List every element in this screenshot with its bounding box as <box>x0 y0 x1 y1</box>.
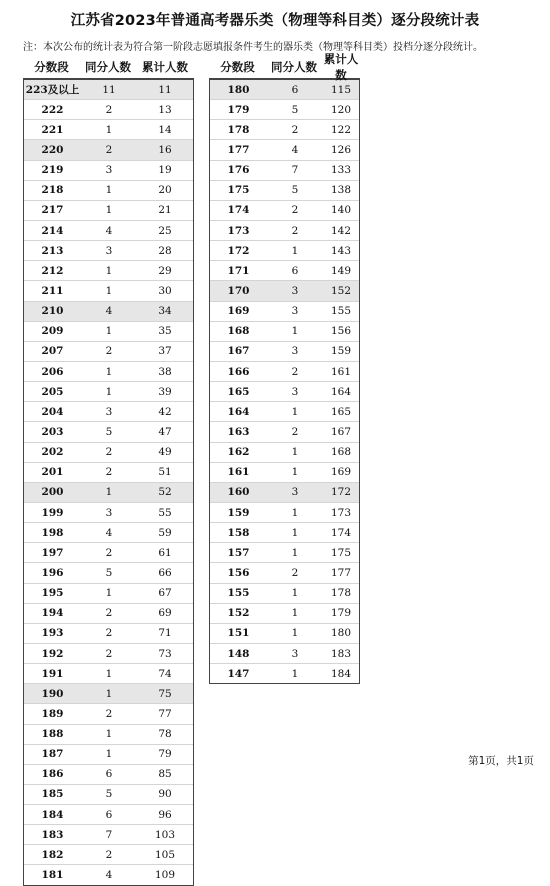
score-cell: 161 <box>227 466 250 479</box>
same-count-cell: 1 <box>291 627 299 640</box>
cumulative-cell: 11 <box>158 83 172 96</box>
score-cell: 189 <box>41 707 64 720</box>
cumulative-cell: 161 <box>330 365 352 378</box>
table-row <box>24 684 193 704</box>
header-same-count: 同分人数 <box>271 60 317 74</box>
same-count-cell: 3 <box>291 284 299 297</box>
cumulative-cell: 39 <box>158 385 172 398</box>
score-cell: 219 <box>41 164 64 177</box>
same-count-cell: 1 <box>105 184 113 197</box>
score-cell: 162 <box>227 446 250 459</box>
cumulative-cell: 155 <box>330 305 352 318</box>
score-cell: 211 <box>41 284 64 297</box>
cumulative-cell: 47 <box>158 425 172 438</box>
score-cell: 184 <box>41 808 64 821</box>
same-count-cell: 4 <box>105 305 113 318</box>
table-row <box>210 261 359 281</box>
same-count-cell: 1 <box>291 526 299 539</box>
header-cumulative: 累计人数 <box>323 52 359 82</box>
cumulative-cell: 49 <box>158 446 172 459</box>
same-count-cell: 2 <box>105 446 113 459</box>
cumulative-cell: 164 <box>330 385 352 398</box>
same-count-cell: 1 <box>105 385 113 398</box>
same-count-cell: 1 <box>105 667 113 680</box>
score-cell: 197 <box>41 546 64 559</box>
cumulative-cell: 66 <box>158 566 172 579</box>
same-count-cell: 2 <box>105 707 113 720</box>
same-count-cell: 6 <box>105 768 113 781</box>
score-cell: 179 <box>227 103 250 116</box>
cumulative-cell: 35 <box>158 325 172 338</box>
score-cell: 181 <box>41 869 64 882</box>
same-count-cell: 1 <box>291 667 299 680</box>
table-row <box>24 765 193 785</box>
score-cell: 174 <box>227 204 250 217</box>
cumulative-cell: 184 <box>330 667 352 680</box>
cumulative-cell: 96 <box>158 808 172 821</box>
table-row <box>24 543 193 563</box>
score-cell: 159 <box>227 506 250 519</box>
cumulative-cell: 122 <box>330 123 352 136</box>
cumulative-cell: 167 <box>330 425 352 438</box>
table-row <box>24 704 193 724</box>
table-row <box>210 221 359 241</box>
same-count-cell: 2 <box>105 848 113 861</box>
score-cell: 155 <box>227 587 250 600</box>
table-row <box>210 100 359 120</box>
cumulative-cell: 90 <box>158 788 172 801</box>
table-row <box>24 463 193 483</box>
score-table-right <box>209 52 360 684</box>
same-count-cell: 3 <box>105 244 113 257</box>
score-cell: 152 <box>227 607 250 620</box>
score-cell: 220 <box>41 143 64 156</box>
table-row <box>210 422 359 442</box>
table-row <box>210 604 359 624</box>
table-row <box>210 342 359 362</box>
cumulative-cell: 61 <box>158 546 172 559</box>
table-row <box>210 302 359 322</box>
score-cell: 168 <box>227 325 250 338</box>
table-row <box>210 140 359 160</box>
table-row <box>210 161 359 181</box>
score-cell: 173 <box>227 224 250 237</box>
same-count-cell: 1 <box>291 546 299 559</box>
table-row <box>210 281 359 301</box>
header-score-range: 分数段 <box>220 60 255 74</box>
score-cell: 176 <box>227 164 250 177</box>
score-cell: 194 <box>41 607 64 620</box>
same-count-cell: 1 <box>291 405 299 418</box>
same-count-cell: 3 <box>105 405 113 418</box>
table-row <box>210 402 359 422</box>
cumulative-cell: 156 <box>330 325 352 338</box>
same-count-cell: 3 <box>291 345 299 358</box>
score-cell: 156 <box>227 566 250 579</box>
cumulative-cell: 13 <box>158 103 172 116</box>
score-cell: 178 <box>227 123 250 136</box>
cumulative-cell: 172 <box>330 486 352 499</box>
table-row <box>210 523 359 543</box>
cumulative-cell: 52 <box>158 486 172 499</box>
same-count-cell: 4 <box>105 224 113 237</box>
table-row <box>24 865 193 884</box>
table-row <box>24 342 193 362</box>
score-cell: 192 <box>41 647 64 660</box>
cumulative-cell: 149 <box>330 264 352 277</box>
cumulative-cell: 74 <box>158 667 172 680</box>
score-cell: 183 <box>41 828 64 841</box>
table-row <box>24 241 193 261</box>
same-count-cell: 1 <box>291 506 299 519</box>
table-row <box>24 362 193 382</box>
score-cell: 193 <box>41 627 64 640</box>
cumulative-cell: 152 <box>330 284 352 297</box>
table-row <box>24 140 193 160</box>
score-cell: 147 <box>227 667 250 680</box>
cumulative-cell: 42 <box>158 405 172 418</box>
cumulative-cell: 78 <box>158 728 172 741</box>
same-count-cell: 2 <box>291 204 299 217</box>
cumulative-cell: 55 <box>158 506 172 519</box>
score-table-left <box>23 56 194 886</box>
score-cell: 202 <box>41 446 64 459</box>
table-row <box>24 584 193 604</box>
score-cell: 160 <box>227 486 250 499</box>
table-row <box>210 584 359 604</box>
cumulative-cell: 183 <box>330 647 352 660</box>
score-cell: 166 <box>227 365 250 378</box>
table-row <box>24 281 193 301</box>
same-count-cell: 11 <box>102 83 116 96</box>
same-count-cell: 5 <box>105 566 113 579</box>
cumulative-cell: 142 <box>330 224 352 237</box>
table-row <box>24 161 193 181</box>
same-count-cell: 1 <box>105 365 113 378</box>
same-count-cell: 2 <box>105 607 113 620</box>
table-row <box>24 201 193 221</box>
table-header <box>23 56 194 79</box>
same-count-cell: 1 <box>105 687 113 700</box>
table-row <box>24 664 193 684</box>
table-row <box>24 745 193 765</box>
table-row <box>24 100 193 120</box>
score-cell: 205 <box>41 385 64 398</box>
score-cell: 177 <box>227 143 250 156</box>
same-count-cell: 7 <box>291 164 299 177</box>
table-row <box>24 523 193 543</box>
table-row <box>210 463 359 483</box>
table-row <box>210 201 359 221</box>
score-cell: 171 <box>227 264 250 277</box>
same-count-cell: 3 <box>291 647 299 660</box>
cumulative-cell: 120 <box>330 103 352 116</box>
score-cell: 214 <box>41 224 64 237</box>
cumulative-cell: 37 <box>158 345 172 358</box>
same-count-cell: 5 <box>291 103 299 116</box>
same-count-cell: 1 <box>291 466 299 479</box>
table-row <box>24 563 193 583</box>
cumulative-cell: 105 <box>154 848 176 861</box>
same-count-cell: 1 <box>105 284 113 297</box>
score-cell: 199 <box>41 506 64 519</box>
score-cell: 207 <box>41 345 64 358</box>
score-cell: 169 <box>227 305 250 318</box>
cumulative-cell: 30 <box>158 284 172 297</box>
cumulative-cell: 29 <box>158 264 172 277</box>
score-cell: 206 <box>41 365 64 378</box>
score-cell: 164 <box>227 405 250 418</box>
table-row <box>24 120 193 140</box>
table-row <box>24 402 193 422</box>
score-cell: 209 <box>41 325 64 338</box>
score-cell: 182 <box>41 848 64 861</box>
same-count-cell: 2 <box>291 425 299 438</box>
cumulative-cell: 143 <box>330 244 352 257</box>
table-row <box>24 845 193 865</box>
cumulative-cell: 20 <box>158 184 172 197</box>
table-row <box>24 322 193 342</box>
cumulative-cell: 25 <box>158 224 172 237</box>
same-count-cell: 1 <box>105 748 113 761</box>
table-row <box>210 563 359 583</box>
cumulative-cell: 168 <box>330 446 352 459</box>
score-cell: 201 <box>41 466 64 479</box>
score-cell: 213 <box>41 244 64 257</box>
cumulative-cell: 14 <box>158 123 172 136</box>
score-cell: 172 <box>227 244 250 257</box>
same-count-cell: 1 <box>291 607 299 620</box>
table-row <box>24 503 193 523</box>
cumulative-cell: 103 <box>154 828 176 841</box>
score-cell: 190 <box>41 687 64 700</box>
table-row <box>24 80 193 100</box>
same-count-cell: 7 <box>105 828 113 841</box>
cumulative-cell: 38 <box>158 365 172 378</box>
table-row <box>24 443 193 463</box>
cumulative-cell: 173 <box>330 506 352 519</box>
same-count-cell: 3 <box>105 164 113 177</box>
cumulative-cell: 140 <box>330 204 352 217</box>
score-cell: 222 <box>41 103 64 116</box>
score-cell: 196 <box>41 566 64 579</box>
table-row <box>24 644 193 664</box>
note-text: 注：本次公布的统计表为符合第一阶段志愿填报条件考生的器乐类（物理等科目类）投档分逐分段统计。 <box>23 42 483 53</box>
table-row <box>210 362 359 382</box>
cumulative-cell: 174 <box>330 526 352 539</box>
score-cell: 148 <box>227 647 250 660</box>
score-cell: 185 <box>41 788 64 801</box>
same-count-cell: 1 <box>105 204 113 217</box>
cumulative-cell: 21 <box>158 204 172 217</box>
same-count-cell: 5 <box>105 425 113 438</box>
same-count-cell: 2 <box>105 647 113 660</box>
table-row <box>24 725 193 745</box>
header-score-range: 分数段 <box>34 60 69 74</box>
same-count-cell: 6 <box>291 264 299 277</box>
same-count-cell: 1 <box>105 587 113 600</box>
same-count-cell: 4 <box>105 526 113 539</box>
same-count-cell: 1 <box>291 446 299 459</box>
same-count-cell: 2 <box>291 365 299 378</box>
same-count-cell: 6 <box>105 808 113 821</box>
score-cell: 198 <box>41 526 64 539</box>
cumulative-cell: 138 <box>330 184 352 197</box>
same-count-cell: 2 <box>105 345 113 358</box>
same-count-cell: 4 <box>105 869 113 882</box>
table-body-left <box>23 79 194 886</box>
cumulative-cell: 69 <box>158 607 172 620</box>
same-count-cell: 3 <box>291 385 299 398</box>
table-row <box>24 382 193 402</box>
cumulative-cell: 59 <box>158 526 172 539</box>
cumulative-cell: 19 <box>158 164 172 177</box>
same-count-cell: 3 <box>291 305 299 318</box>
score-cell: 195 <box>41 587 64 600</box>
same-count-cell: 2 <box>105 546 113 559</box>
cumulative-cell: 180 <box>330 627 352 640</box>
score-cell: 158 <box>227 526 250 539</box>
table-row <box>24 302 193 322</box>
cumulative-cell: 28 <box>158 244 172 257</box>
same-count-cell: 1 <box>105 325 113 338</box>
same-count-cell: 2 <box>105 103 113 116</box>
table-row <box>24 181 193 201</box>
same-count-cell: 1 <box>105 264 113 277</box>
cumulative-cell: 177 <box>330 566 352 579</box>
score-cell: 217 <box>41 204 64 217</box>
header-same-count: 同分人数 <box>85 60 131 74</box>
same-count-cell: 3 <box>105 506 113 519</box>
cumulative-cell: 77 <box>158 707 172 720</box>
table-row <box>24 261 193 281</box>
cumulative-cell: 51 <box>158 466 172 479</box>
cumulative-cell: 159 <box>330 345 352 358</box>
same-count-cell: 6 <box>291 83 299 96</box>
table-row <box>24 604 193 624</box>
cumulative-cell: 165 <box>330 405 352 418</box>
table-row <box>24 785 193 805</box>
score-cell: 175 <box>227 184 250 197</box>
table-row <box>210 120 359 140</box>
table-row <box>210 322 359 342</box>
cumulative-cell: 16 <box>158 143 172 156</box>
cumulative-cell: 109 <box>154 869 176 882</box>
table-row <box>210 443 359 463</box>
score-cell: 187 <box>41 748 64 761</box>
same-count-cell: 5 <box>291 184 299 197</box>
same-count-cell: 2 <box>105 627 113 640</box>
score-cell: 203 <box>41 425 64 438</box>
score-cell: 223及以上 <box>25 84 80 97</box>
cumulative-cell: 178 <box>330 587 352 600</box>
cumulative-cell: 85 <box>158 768 172 781</box>
same-count-cell: 2 <box>105 466 113 479</box>
table-row <box>210 644 359 664</box>
same-count-cell: 1 <box>291 244 299 257</box>
table-row <box>210 624 359 644</box>
table-row <box>210 664 359 683</box>
score-cell: 191 <box>41 667 64 680</box>
cumulative-cell: 169 <box>330 466 352 479</box>
cumulative-cell: 73 <box>158 647 172 660</box>
table-row <box>210 503 359 523</box>
score-cell: 210 <box>41 305 64 318</box>
table-row <box>24 483 193 503</box>
same-count-cell: 3 <box>291 486 299 499</box>
table-row <box>24 422 193 442</box>
table-row <box>210 80 359 100</box>
table-row <box>210 382 359 402</box>
table-row <box>210 543 359 563</box>
same-count-cell: 2 <box>291 123 299 136</box>
cumulative-cell: 126 <box>330 143 352 156</box>
same-count-cell: 1 <box>105 123 113 136</box>
same-count-cell: 1 <box>291 325 299 338</box>
table-row <box>24 805 193 825</box>
same-count-cell: 1 <box>105 486 113 499</box>
table-row <box>24 221 193 241</box>
cumulative-cell: 175 <box>330 546 352 559</box>
score-cell: 180 <box>227 83 250 96</box>
page-title: 江苏省2023年普通高考器乐类（物理等科目类）逐分段统计表 <box>70 13 480 29</box>
cumulative-cell: 115 <box>330 83 352 96</box>
score-cell: 157 <box>227 546 250 559</box>
same-count-cell: 1 <box>291 587 299 600</box>
table-row <box>24 624 193 644</box>
cumulative-cell: 79 <box>158 748 172 761</box>
table-body-right <box>209 79 360 684</box>
score-cell: 167 <box>227 345 250 358</box>
same-count-cell: 5 <box>105 788 113 801</box>
table-row <box>210 181 359 201</box>
score-cell: 170 <box>227 284 250 297</box>
score-cell: 165 <box>227 385 250 398</box>
table-row <box>210 241 359 261</box>
cumulative-cell: 34 <box>158 305 172 318</box>
score-cell: 204 <box>41 405 64 418</box>
score-cell: 212 <box>41 264 64 277</box>
score-cell: 188 <box>41 728 64 741</box>
table-header <box>209 52 360 82</box>
cumulative-cell: 75 <box>158 687 172 700</box>
score-cell: 163 <box>227 425 250 438</box>
score-cell: 186 <box>41 768 64 781</box>
cumulative-cell: 179 <box>330 607 352 620</box>
score-cell: 200 <box>41 486 64 499</box>
score-cell: 151 <box>227 627 250 640</box>
same-count-cell: 2 <box>105 143 113 156</box>
same-count-cell: 4 <box>291 143 299 156</box>
score-cell: 218 <box>41 184 64 197</box>
same-count-cell: 2 <box>291 224 299 237</box>
cumulative-cell: 71 <box>158 627 172 640</box>
table-row <box>24 825 193 845</box>
table-row <box>210 483 359 503</box>
score-cell: 221 <box>41 123 64 136</box>
same-count-cell: 1 <box>105 728 113 741</box>
cumulative-cell: 67 <box>158 587 172 600</box>
header-cumulative: 累计人数 <box>142 60 188 74</box>
page-footer: 第1页，共1页 <box>468 755 534 767</box>
cumulative-cell: 133 <box>330 164 352 177</box>
same-count-cell: 2 <box>291 566 299 579</box>
